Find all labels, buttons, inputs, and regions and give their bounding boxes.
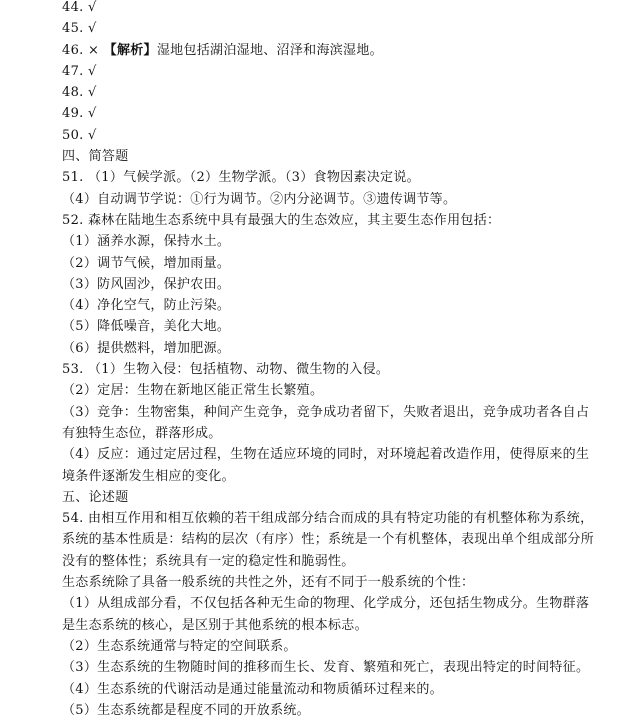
section-heading-short-answer: 四、简答题 <box>62 149 129 165</box>
answer-45 <box>62 18 582 39</box>
q54-line: 54. 由相互作用和相互依赖的若干组成部分结合而成的具有特定功能的有机整体称为系统， <box>62 511 594 527</box>
q52-item: （5）降低噪音，美化大地。 <box>62 319 231 335</box>
answer-44 <box>62 0 582 18</box>
check-mark: √ <box>88 106 97 122</box>
q54-line: 没有的整体性；系统具有一定的稳定性和脆弱性。 <box>62 553 355 569</box>
q53-line: （4）反应：通过定居过程，生物在适应环境的同时，对环境起着改造作用，使得原来的生 <box>62 447 590 463</box>
q52-intro: 52. 森林在陆地生态系统中具有最强大的生态效应，其主要生态作用包括： <box>62 212 501 228</box>
check-mark: √ <box>88 0 97 15</box>
q53-line: （3）竞争：生物密集，种间产生竞争，竞争成功者留下，失败者退出，竞争成功者各自占 <box>62 404 590 420</box>
q51-line-1: 51. （1）气候学派。（2）生物学派。（3）食物因素决定说。 <box>62 170 420 186</box>
answer-number: 44. <box>62 0 84 15</box>
q52-item: （3）防风固沙，保护农田。 <box>62 276 231 292</box>
q52-item: （2）调节气候，增加雨量。 <box>62 255 231 271</box>
answer-number: 48. <box>62 85 84 101</box>
answer-49 <box>62 103 582 124</box>
check-mark: √ <box>88 127 97 143</box>
answer-number: 46. <box>62 42 84 58</box>
answer-47 <box>62 61 582 82</box>
q54-line: （3）生态系统的生物随时间的推移而生长、发育、繁殖和死亡，表现出特定的时间特征。 <box>62 660 590 676</box>
q52-item: （4）净化空气，防止污染。 <box>62 298 231 314</box>
q54-line: （4）生态系统的代谢活动是通过能量流动和物质循环过程来的。 <box>62 681 443 697</box>
answer-46 <box>62 40 582 61</box>
q54-line: 是生态系统的核心，是区别于其他系统的根本标志。 <box>62 617 368 633</box>
answer-number: 47. <box>62 63 84 79</box>
q54-line: 系统的基本性质是：结构的层次（有序）性；系统是一个有机整体，表现出单个组成部分所 <box>62 532 595 548</box>
answer-document <box>62 0 595 721</box>
check-mark: √ <box>88 85 97 101</box>
q51-line-2: （4）自动调节学说：①行为调节。②内分泌调节。③遗传调节等。 <box>62 191 457 207</box>
analysis-text: 湿地包括湖泊湿地、沼泽和海滨湿地。 <box>156 42 383 58</box>
check-mark: √ <box>88 63 97 79</box>
q54-line: （1）从组成部分看，不仅包括各种无生命的物理、化学成分，还包括生物成分。生物群落 <box>62 596 590 612</box>
q54-line: （5）生态系统都是程度不同的开放系统。 <box>62 702 310 718</box>
q53-line: 境条件逐渐发生相应的变化。 <box>62 468 235 484</box>
cross-mark: × <box>88 42 100 58</box>
check-mark: √ <box>88 21 97 37</box>
q53-line: 53. （1）生物入侵：包括植物、动物、微生物的入侵。 <box>62 362 390 378</box>
q53-line: 有独特生态位，群落形成。 <box>62 425 222 441</box>
answer-number: 45. <box>62 21 84 37</box>
section-heading-essay: 五、论述题 <box>62 489 129 505</box>
q52-item: （1）涵养水源，保持水土。 <box>62 234 231 250</box>
q53-line: （2）定居：生物在新地区能正常生长繁殖。 <box>62 383 324 399</box>
q54-line: （2）生态系统通常与特定的空间联系。 <box>62 638 297 654</box>
answer-number: 49. <box>62 106 84 122</box>
q52-item: （6）提供燃料，增加肥源。 <box>62 340 231 356</box>
answer-number: 50. <box>62 127 84 143</box>
answer-48 <box>62 82 582 103</box>
q54-line: 生态系统除了具备一般系统的共性之外，还有不同于一般系统的个性： <box>62 575 475 591</box>
analysis-tag: 【解析】 <box>103 42 157 58</box>
answer-50 <box>62 125 582 146</box>
